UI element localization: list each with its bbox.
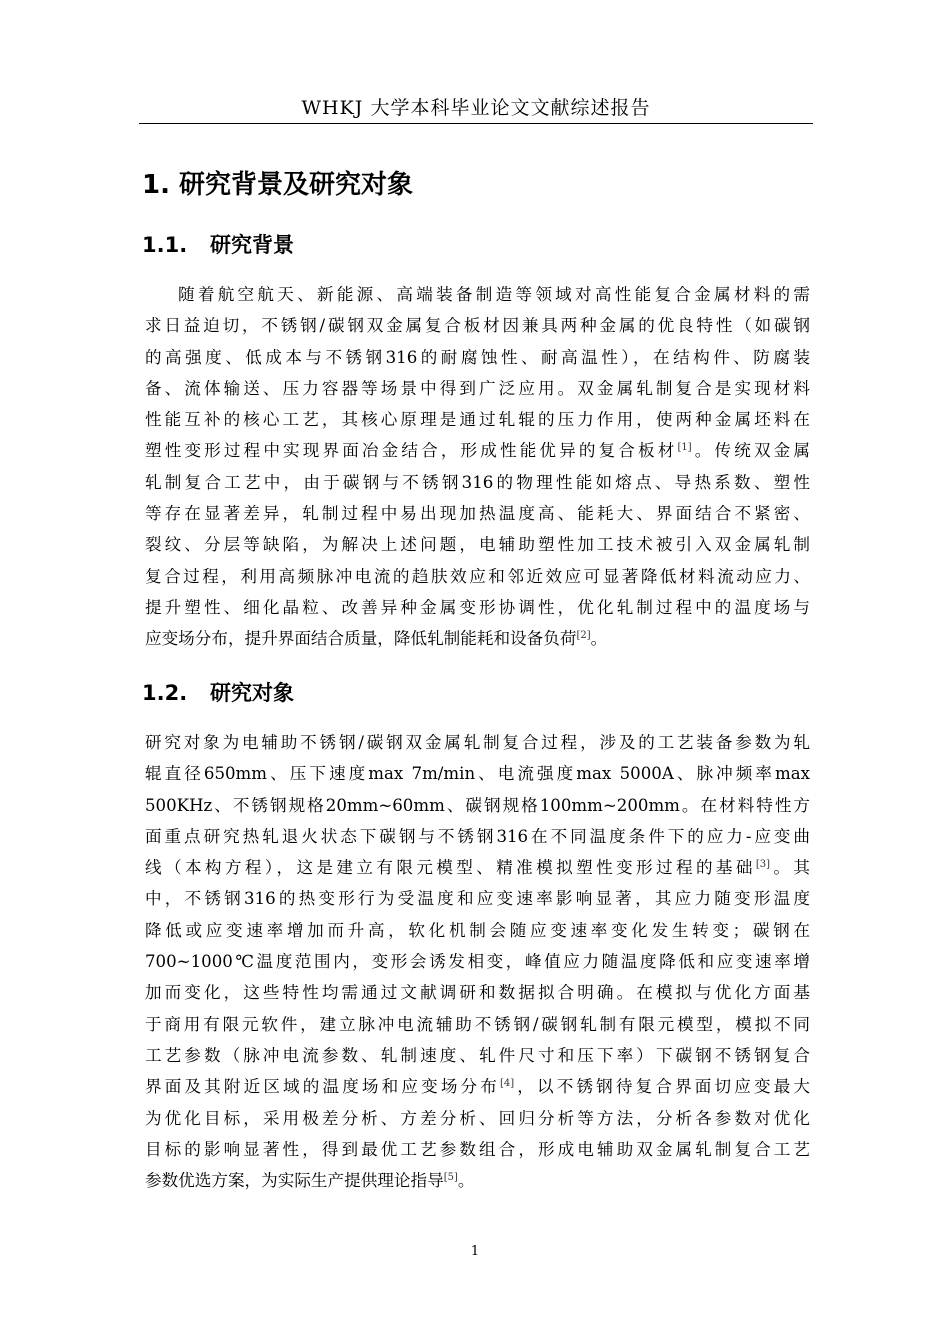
text-line-with-citation [145, 1071, 810, 1102]
text-segment: 。其 [770, 858, 810, 878]
text-line: 等存在显著差异，轧制过程中易出现加热温度高、能耗大、界面结合不紧密、 [145, 504, 810, 524]
text-segment: 参数优选方案，为实际生产提供理论指导 [145, 1171, 444, 1191]
text-line: 提升塑性、细化晶粒、改善异种金属变形协调性，优化轧制过程中的温度场与 [145, 597, 810, 617]
section-number: 1.2. [142, 681, 188, 705]
text-line: 的高强度、低成本与不锈钢316的耐腐蚀性、耐高温性），在结构件、防腐装 [145, 347, 810, 367]
text-line: 700~1000℃温度范围内，变形会诱发相变，峰值应力随温度降低和应变速率增 [145, 952, 810, 972]
text-line: 研究对象为电辅助不锈钢/碳钢双金属轧制复合过程，涉及的工艺装备参数为轧 [145, 733, 810, 752]
text-segment: 。 [590, 629, 608, 649]
header-divider [139, 123, 813, 124]
research-object-paragraph [145, 727, 810, 1196]
text-line: 备、流体输送、压力容器等场景中得到广泛应用。双金属轧制复合是实现材料 [145, 378, 810, 398]
text-line-with-citation [145, 623, 810, 654]
text-line: 面重点研究热轧退火状态下碳钢与不锈钢316在不同温度条件下的应力-应变曲 [145, 826, 810, 846]
page-number: 1 [470, 1244, 480, 1259]
text-segment: 。传统双金属 [691, 441, 810, 461]
section-heading-1-1 [142, 229, 294, 259]
section-title: 研究背景 [210, 233, 294, 257]
text-line: 轧制复合工艺中，由于碳钢与不锈钢316的物理性能如熔点、导热系数、塑性 [145, 472, 810, 492]
research-background-paragraph [145, 279, 810, 655]
text-segment: 。 [457, 1171, 475, 1191]
text-segment: 应变场分布，提升界面结合质量，降低轧制能耗和设备负荷 [145, 629, 577, 649]
section-number: 1.1. [142, 233, 188, 257]
text-line: 加而变化，这些特性均需通过文献调研和数据拟合明确。在模拟与优化方面基 [145, 983, 810, 1003]
text-segment: ，以不锈钢待复合界面切应变最大 [514, 1077, 810, 1097]
text-line-with-citation [145, 435, 810, 466]
text-line: 为优化目标，采用极差分析、方差分析、回归分析等方法，分析各参数对优化 [145, 1108, 810, 1128]
text-line: 求日益迫切，不锈钢/碳钢双金属复合板材因兼具两种金属的优良特性（如碳钢 [145, 316, 810, 336]
text-line: 随着航空航天、新能源、高端装备制造等领域对高性能复合金属材料的需 [178, 285, 810, 304]
citation-marker: [1] [677, 442, 692, 454]
text-segment: 界面及其附近区域的温度场和应变场分布 [145, 1077, 500, 1097]
section-heading-1: 1. 研究背景及研究对象 [142, 170, 414, 200]
citation-marker: [4] [499, 1078, 515, 1090]
text-line: 裂纹、分层等缺陷，为解决上述问题，电辅助塑性加工技术被引入双金属轧制 [145, 535, 810, 555]
text-line: 复合过程，利用高频脉冲电流的趋肤效应和邻近效应可显著降低材料流动应力、 [145, 566, 810, 586]
text-line: 辊直径650mm、压下速度max 7m/min、电流强度max 5000A、脉冲频率max [145, 764, 810, 784]
citation-marker: [2] [576, 630, 591, 642]
section-title: 研究对象 [210, 681, 294, 705]
text-line: 降低或应变速率增加而升高，软化机制会随应变速率变化发生转变；碳钢在 [145, 920, 810, 940]
section-heading-1-2 [142, 677, 294, 707]
text-line: 目标的影响显著性，得到最优工艺参数组合，形成电辅助双金属轧制复合工艺 [145, 1139, 810, 1159]
text-line-with-citation [145, 852, 810, 883]
citation-marker: [3] [755, 859, 771, 871]
text-line: 中，不锈钢316的热变形行为受温度和应变速率影响显著，其应力随变形温度 [145, 889, 810, 909]
text-line: 工艺参数（脉冲电流参数、轧制速度、轧件尺寸和压下率）下碳钢不锈钢复合 [145, 1045, 810, 1065]
text-line: 于商用有限元软件，建立脉冲电流辅助不锈钢/碳钢轧制有限元模型，模拟不同 [145, 1014, 810, 1034]
citation-marker: [5] [443, 1172, 458, 1184]
text-line: 500KHz、不锈钢规格20mm~60mm、碳钢规格100mm~200mm。在材料特性方 [145, 795, 810, 815]
text-segment: 线（本构方程），这是建立有限元模型、精准模拟塑性变形过程的基础 [145, 858, 756, 878]
text-line: 性能互补的核心工艺，其核心原理是通过轧辊的压力作用，使两种金属坯料在 [145, 410, 810, 430]
text-line-with-citation [145, 1165, 810, 1196]
text-segment: 塑性变形过程中实现界面冶金结合，形成性能优异的复合板材 [145, 441, 678, 461]
page-header: WHKJ 大学本科毕业论文文献综述报告 [301, 97, 651, 119]
